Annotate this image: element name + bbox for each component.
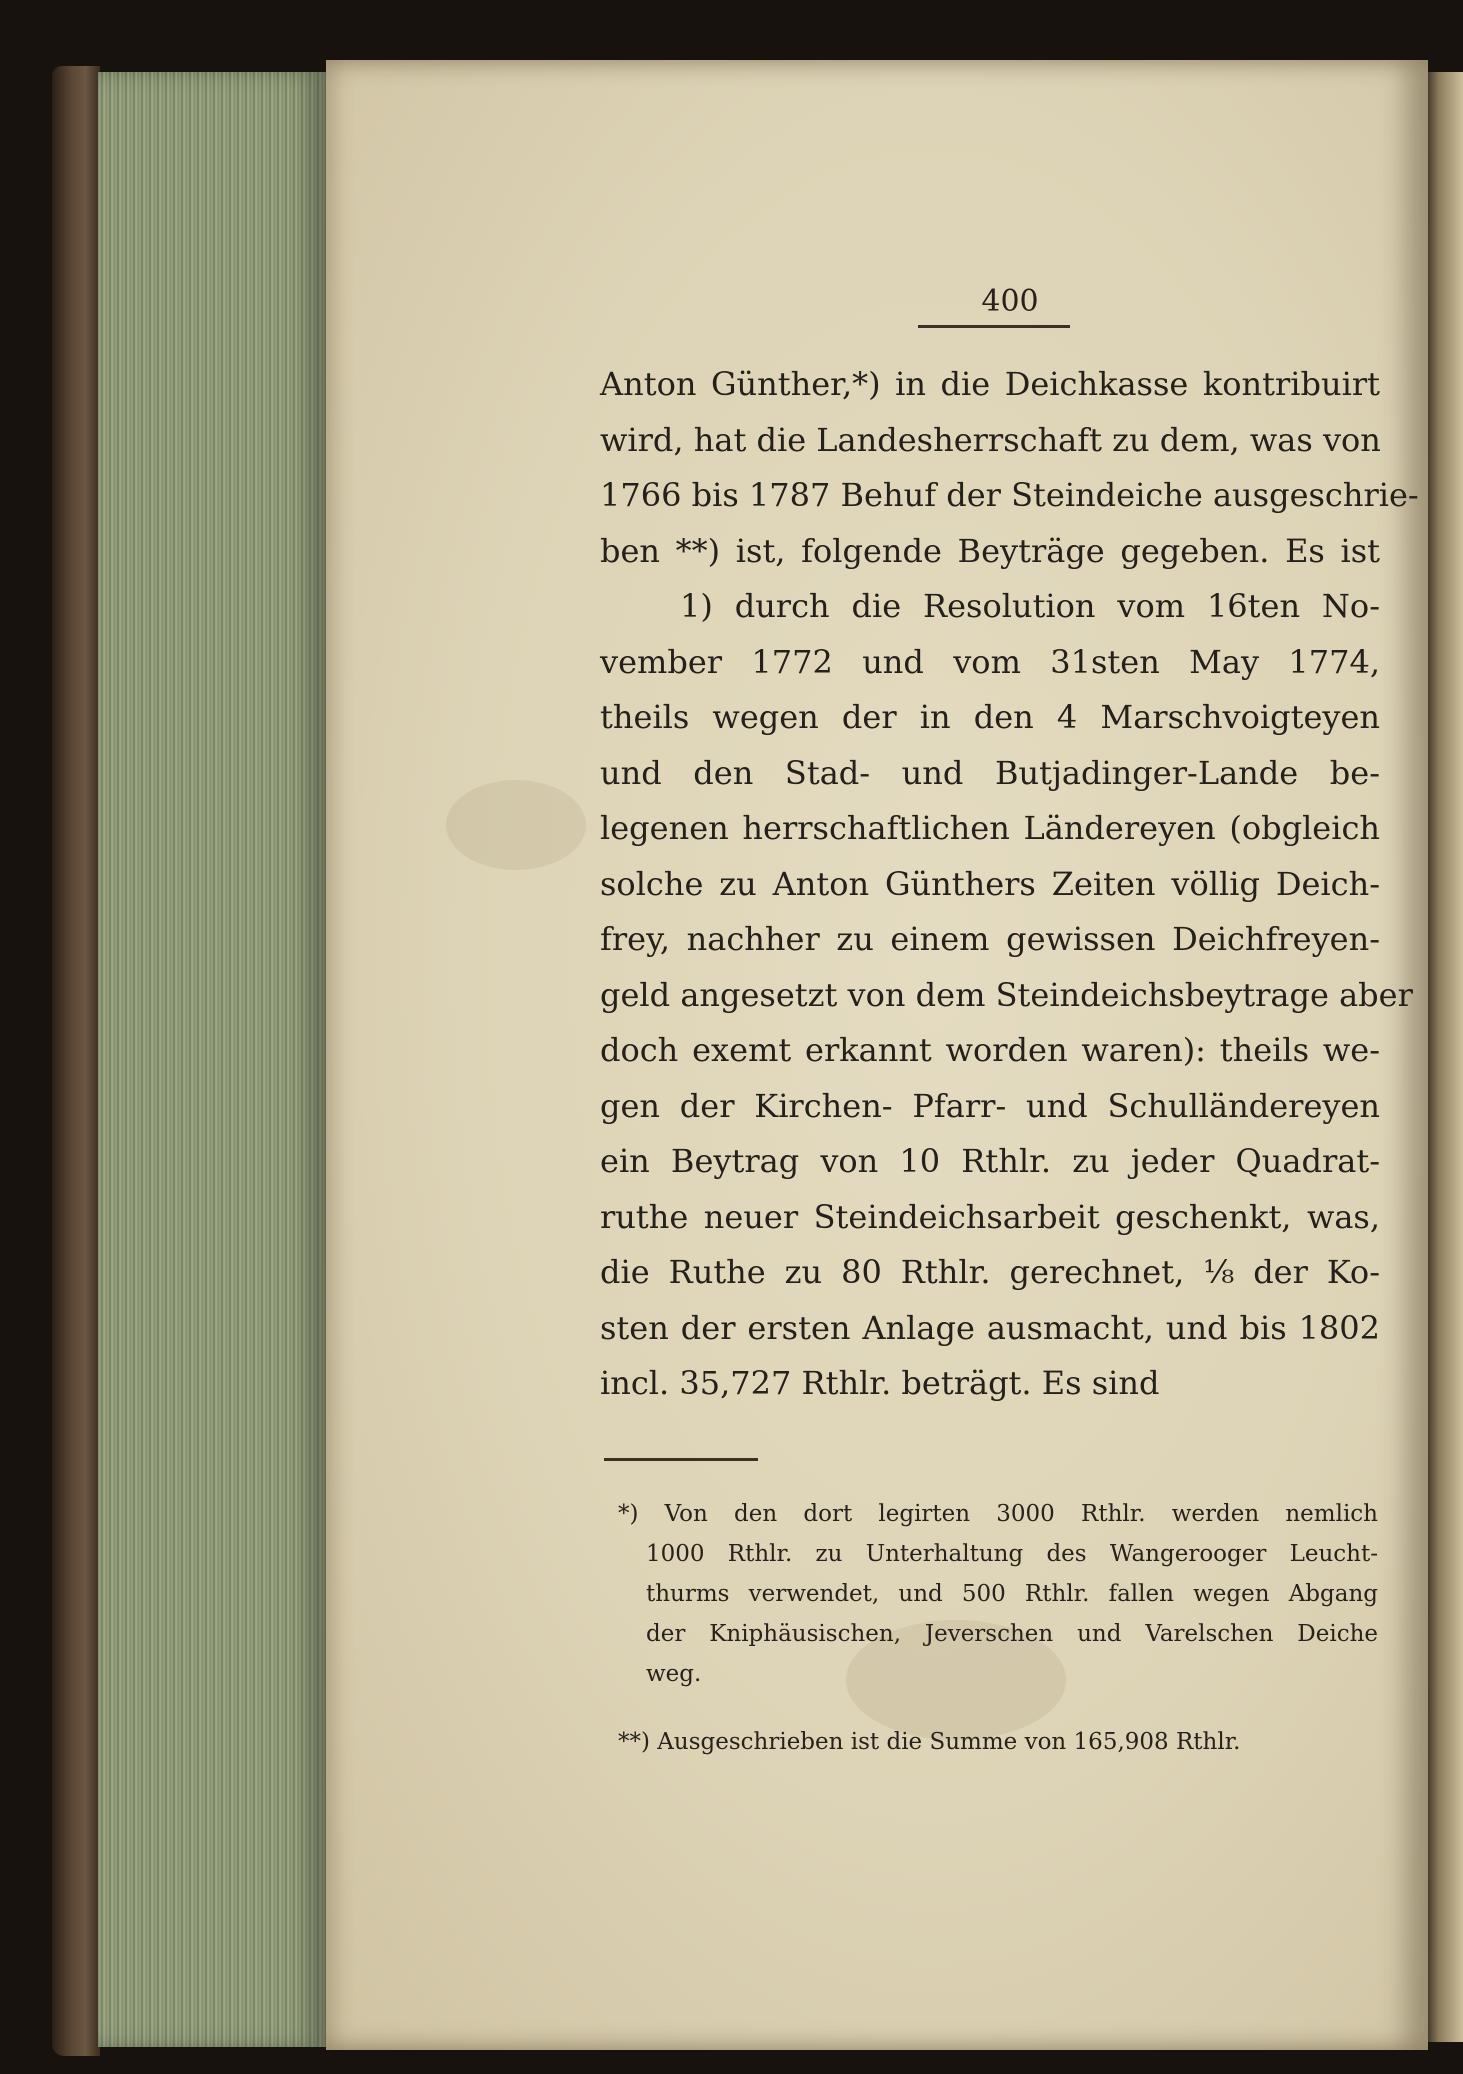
body-text — [600, 357, 1419, 1412]
footnote-line: *) Von den dort legirten 3000 Rthlr. werden nemlich — [618, 1501, 1378, 1527]
page-number-rule — [918, 325, 1070, 328]
facing-page-edge — [1426, 72, 1463, 2042]
page-number: 400 — [981, 284, 1039, 319]
text-line: Anton Günther,*) in die Deichkasse kontribuirt — [600, 365, 1380, 403]
paper-stain — [446, 780, 586, 870]
text-line: gen der Kirchen- Pfarr- und Schulländereyen — [600, 1086, 1380, 1125]
text-line: ruthe neuer Steindeichsarbeit geschenkt, was, — [600, 1197, 1380, 1236]
text-line: solche zu Anton Günthers Zeiten völlig Deich- — [600, 864, 1380, 903]
text-line: ein Beytrag von 10 Rthlr. zu jeder Quadrat- — [600, 1142, 1380, 1180]
text-line: wird, hat die Landesherrschaft zu dem, was von — [600, 420, 1381, 459]
footnote-line: thurms verwendet, und 500 Rthlr. fallen wegen Abgang — [646, 1581, 1378, 1607]
text-line: 1) durch die Resolution vom 16ten No- — [680, 587, 1380, 625]
page-edges — [98, 72, 326, 2047]
footnotes — [618, 1494, 1378, 1762]
text-line: und den Stad- und Butjadinger-Lande be- — [600, 753, 1380, 792]
footnote-rule — [604, 1458, 758, 1461]
text-line: theils wegen der in den 4 Marschvoigteyen — [600, 698, 1380, 736]
footnote-line: weg. — [646, 1661, 702, 1687]
text-line: vember 1772 und vom 31sten May 1774, — [600, 642, 1380, 681]
text-line: sten der ersten Anlage ausmacht, und bis 1802 — [600, 1308, 1380, 1347]
footnote-line: **) Ausgeschrieben ist die Summe von 165,908 Rthlr. — [618, 1729, 1241, 1755]
text-line: die Ruthe zu 80 Rthlr. gerechnet, ⅛ der Ko- — [600, 1253, 1380, 1291]
text-line: 1766 bis 1787 Behuf der Steindeiche ausgeschrie- — [600, 476, 1419, 514]
footnote-line: 1000 Rthlr. zu Unterhaltung des Wangerooger Leucht- — [646, 1541, 1378, 1567]
text-line: legenen herrschaftlichen Ländereyen (obgleich — [600, 809, 1380, 847]
book-cover-edge — [52, 66, 100, 2056]
text-line: incl. 35,727 Rthlr. beträgt. Es sind — [600, 1364, 1160, 1402]
text-line: geld angesetzt von dem Steindeichsbeytrage aber — [600, 975, 1413, 1014]
text-line: ben **) ist, folgende Beyträge gegeben. Es ist — [600, 531, 1380, 570]
text-line: frey, nachher zu einem gewissen Deichfreyen- — [600, 920, 1380, 958]
footnote-line: der Kniphäusischen, Jeverschen und Varelschen Deiche — [646, 1621, 1378, 1647]
text-line: doch exemt erkannt worden waren): theils we- — [600, 1031, 1380, 1069]
